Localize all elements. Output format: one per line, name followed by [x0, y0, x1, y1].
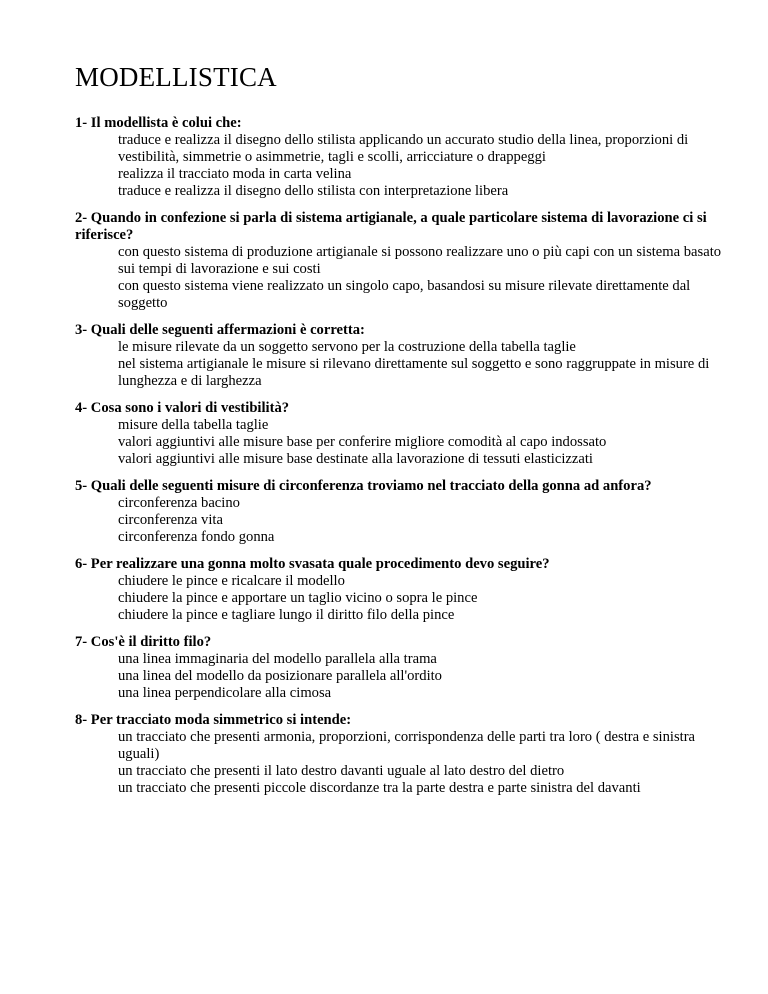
- answer-option: traduce e realizza il disegno dello stilista con interpretazione libera: [118, 183, 509, 199]
- answer-list: [75, 495, 735, 546]
- answer-option: una linea del modello da posizionare parallela all'ordito: [118, 668, 442, 684]
- answer-option: circonferenza fondo gonna: [118, 529, 275, 545]
- answer-option: traduce e realizza il disegno dello stilista applicando un accurato studio della linea, proporzioni di vestibilità, simmetrie o asimmetrie, tagli e scolli, arricciature o drappeggi: [118, 132, 689, 165]
- question-4: [75, 400, 735, 468]
- question-7: [75, 634, 735, 702]
- answer-list: [75, 244, 735, 312]
- question-2: [75, 210, 735, 312]
- answer-option: chiudere la pince e tagliare lungo il diritto filo della pince: [118, 607, 455, 623]
- answer-option: una linea immaginaria del modello parallela alla trama: [118, 651, 437, 667]
- document-page: [75, 60, 735, 807]
- question-text: 7- Cos'è il diritto filo?: [75, 634, 212, 650]
- question-6: [75, 556, 735, 624]
- answer-list: [75, 417, 735, 468]
- answer-option: circonferenza vita: [118, 512, 223, 528]
- answer-option: una linea perpendicolare alla cimosa: [118, 685, 332, 701]
- answer-option: realizza il tracciato moda in carta velina: [118, 166, 352, 182]
- question-text: 5- Quali delle seguenti misure di circonferenza troviamo nel tracciato della gonna ad anfora?: [75, 478, 652, 494]
- question-1: [75, 115, 735, 200]
- answer-option: con questo sistema viene realizzato un singolo capo, basandosi su misure rilevate direttamente dal soggetto: [118, 278, 691, 311]
- answer-option: un tracciato che presenti armonia, proporzioni, corrispondenza delle parti tra loro ( destra e sinistra uguali): [118, 729, 696, 762]
- answer-list: [75, 651, 735, 702]
- answer-option: un tracciato che presenti il lato destro davanti uguale al lato destro del dietro: [118, 763, 565, 779]
- question-text: 6- Per realizzare una gonna molto svasata quale procedimento devo seguire?: [75, 556, 550, 572]
- answer-list: [75, 573, 735, 624]
- answer-list: [75, 339, 735, 390]
- answer-option: valori aggiuntivi alle misure base destinate alla lavorazione di tessuti elasticizzati: [118, 451, 593, 467]
- question-text: 1- Il modellista è colui che:: [75, 115, 242, 131]
- question-8: [75, 712, 735, 797]
- answer-option: un tracciato che presenti piccole discordanze tra la parte destra e parte sinistra del davanti: [118, 780, 641, 796]
- question-text: 2- Quando in confezione si parla di sistema artigianale, a quale particolare sistema di lavorazione ci si riferisce?: [75, 210, 707, 243]
- question-text: 3- Quali delle seguenti affermazioni è corretta:: [75, 322, 365, 338]
- answer-list: [75, 729, 735, 797]
- question-text: 8- Per tracciato moda simmetrico si intende:: [75, 712, 352, 728]
- answer-option: misure della tabella taglie: [118, 417, 269, 433]
- answer-option: le misure rilevate da un soggetto servono per la costruzione della tabella taglie: [118, 339, 576, 355]
- answer-option: chiudere la pince e apportare un taglio vicino o sopra le pince: [118, 590, 478, 606]
- answer-list: [75, 132, 735, 200]
- document-title: MODELLISTICA: [75, 62, 277, 92]
- question-5: [75, 478, 735, 546]
- question-text: 4- Cosa sono i valori di vestibilità?: [75, 400, 290, 416]
- answer-option: con questo sistema di produzione artigianale si possono realizzare uno o più capi con un sistema basato sui tempi di lavorazione e sui costi: [118, 244, 722, 277]
- answer-option: circonferenza bacino: [118, 495, 240, 511]
- answer-option: valori aggiuntivi alle misure base per conferire migliore comodità al capo indossato: [118, 434, 607, 450]
- answer-option: chiudere le pince e ricalcare il modello: [118, 573, 345, 589]
- answer-option: nel sistema artigianale le misure si rilevano direttamente sul soggetto e sono raggruppate in misure di lunghezza e di larghezza: [118, 356, 710, 389]
- question-3: [75, 322, 735, 390]
